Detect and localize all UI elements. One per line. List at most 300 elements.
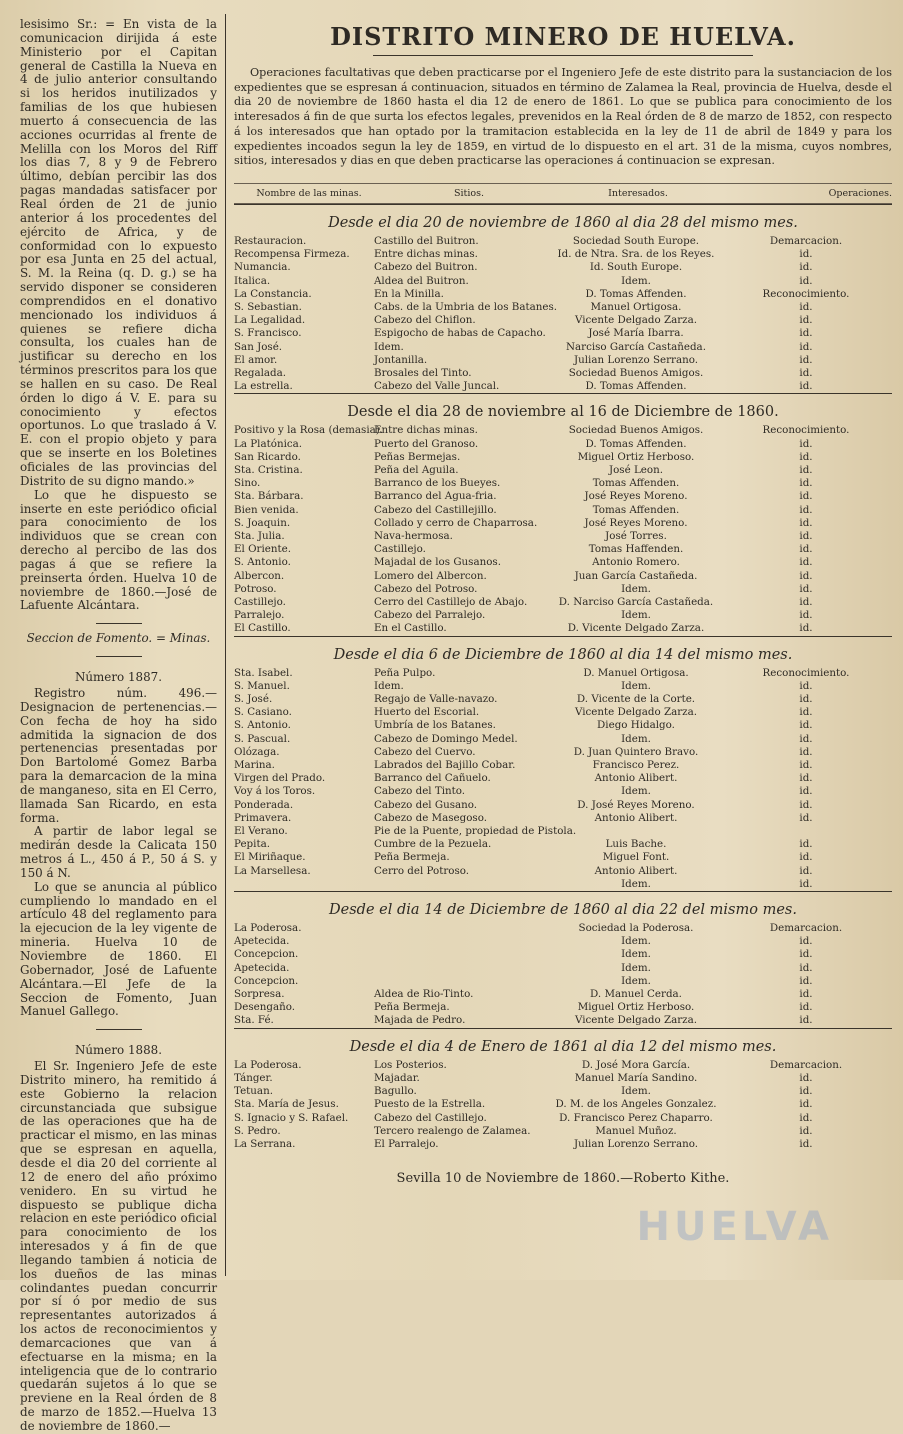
interested-cell: Idem. bbox=[621, 877, 651, 890]
operation-cell: id. bbox=[799, 556, 813, 569]
mine-name-cell: Albercon. bbox=[234, 569, 285, 582]
table-row bbox=[234, 1112, 892, 1125]
site-cell: Cabezo del Potroso. bbox=[374, 582, 478, 595]
operation-cell: Demarcacion. bbox=[769, 1058, 843, 1071]
short-divider bbox=[96, 623, 142, 624]
table-row bbox=[234, 785, 892, 798]
site-cell: Castillejo. bbox=[374, 543, 426, 556]
site-cell: Cabezo del Cuervo. bbox=[374, 745, 476, 758]
mine-name-cell: Numancia. bbox=[234, 261, 291, 274]
mine-name-cell: Sino. bbox=[234, 477, 261, 490]
mine-name-cell: Restauracion. bbox=[234, 234, 307, 247]
table-row bbox=[234, 948, 892, 961]
table-row bbox=[234, 490, 892, 503]
operation-cell: id. bbox=[799, 380, 813, 393]
site-cell: Cabs. de la Umbria de los Batanes. bbox=[374, 300, 558, 313]
mine-name-cell: S. Sebastian. bbox=[234, 300, 302, 313]
period-heading: Desde el dia 14 de Diciembre de 1860 al dia 22 del mismo mes. bbox=[329, 902, 797, 919]
left-paragraph: A partir de labor legal se medirán desde la Calicata 150 metros á L., 450 á P., 50 á S. y 150 á N. bbox=[20, 824, 217, 880]
site-cell: En el Castillo. bbox=[374, 622, 447, 635]
period-heading: Desde el dia 28 de noviembre al 16 de Diciembre de 1860. bbox=[347, 404, 779, 421]
site-cell: Labrados del Bajillo Cobar. bbox=[374, 759, 516, 772]
header-interested: Interesados. bbox=[608, 187, 668, 199]
site-cell: Pie de la Puente, propiedad de Pistola. bbox=[374, 825, 577, 838]
mine-name-cell: Concepcion. bbox=[234, 974, 299, 987]
operations-sections bbox=[234, 204, 892, 1151]
operation-cell: id. bbox=[799, 679, 813, 692]
left-paragraph: Lo que he dispuesto se inserte en este periódico oficial para conocimiento de los individuos que se crean con derecho al percibo de las dos pagas á que se refiere la preinserta órden. Huelva 10 de noviembre de 1860.—José de Lafuente Alcántara. bbox=[20, 487, 217, 613]
mine-name-cell: El Castillo. bbox=[234, 622, 291, 635]
interested-cell: Manuel Muñoz. bbox=[595, 1124, 677, 1137]
mine-name-cell: La Serrana. bbox=[234, 1137, 296, 1150]
table-row bbox=[234, 988, 892, 1001]
table-row bbox=[234, 477, 892, 490]
interested-cell: D. Tomas Affenden. bbox=[585, 380, 687, 393]
table-row bbox=[234, 314, 892, 327]
site-cell: Cabezo del Gusano. bbox=[374, 798, 478, 811]
mine-name-cell: Italica. bbox=[234, 274, 271, 287]
interested-cell: Idem. bbox=[621, 935, 651, 948]
interested-cell: Vicente Delgado Zarza. bbox=[574, 706, 698, 719]
table-row bbox=[234, 962, 892, 975]
table-row bbox=[234, 746, 892, 759]
operations-table bbox=[234, 235, 892, 393]
mine-name-cell: Sta. Julia. bbox=[234, 529, 285, 542]
mine-name-cell: La Poderosa. bbox=[234, 922, 302, 935]
mine-name-cell: Recompensa Firmeza. bbox=[234, 248, 350, 261]
site-cell: Peñas Bermejas. bbox=[374, 450, 461, 463]
site-cell: Cabezo del Castillejo. bbox=[374, 1111, 487, 1124]
mine-name-cell: Ponderada. bbox=[234, 798, 294, 811]
table-row bbox=[234, 706, 892, 719]
operation-cell: id. bbox=[799, 745, 813, 758]
interested-cell: Juan García Castañeda. bbox=[574, 569, 698, 582]
site-cell: Cerro del Castillejo de Abajo. bbox=[374, 596, 528, 608]
table-row bbox=[234, 464, 892, 477]
table-row bbox=[234, 1085, 892, 1098]
notice-number: Número 1887. bbox=[74, 670, 163, 685]
operation-cell: id. bbox=[799, 948, 813, 961]
operation-cell: id. bbox=[799, 261, 813, 274]
mine-name-cell: Parralejo. bbox=[234, 609, 285, 622]
operation-cell: id. bbox=[799, 340, 813, 353]
site-cell: Entre dichas minas. bbox=[374, 248, 478, 261]
operation-cell: id. bbox=[799, 798, 813, 811]
mine-name-cell: S. Manuel. bbox=[234, 679, 290, 692]
interested-cell: José Torres. bbox=[605, 529, 667, 542]
operation-cell: Demarcacion. bbox=[769, 922, 843, 935]
table-row bbox=[234, 1001, 892, 1014]
mine-name-cell: El Miriñaque. bbox=[234, 851, 306, 864]
table-row bbox=[234, 517, 892, 530]
site-cell: Espigocho de habas de Capacho. bbox=[374, 327, 546, 340]
table-row bbox=[234, 596, 892, 609]
operation-cell: id. bbox=[799, 772, 813, 785]
mine-name-cell: El amor. bbox=[234, 353, 278, 366]
mine-name-cell: Voy á los Toros. bbox=[234, 785, 316, 798]
site-cell: Cabezo del Parralejo. bbox=[374, 609, 486, 622]
operation-cell: id. bbox=[799, 1071, 813, 1084]
site-cell: Idem. bbox=[374, 340, 404, 353]
operation-cell: id. bbox=[799, 1137, 813, 1150]
interested-cell: D. Narciso García Castañeda. bbox=[558, 596, 714, 608]
mine-name-cell: Concepcion. bbox=[234, 948, 299, 961]
operations-table bbox=[234, 922, 892, 1028]
site-cell bbox=[374, 878, 552, 891]
operation-cell: id. bbox=[799, 851, 813, 864]
interested-cell: Idem. bbox=[621, 732, 651, 745]
table-row bbox=[234, 772, 892, 785]
table-row bbox=[234, 825, 892, 838]
mine-name-cell: Sta. Isabel. bbox=[234, 666, 293, 679]
site-cell: Tercero realengo de Zalamea. bbox=[374, 1124, 531, 1137]
site-cell: Cumbre de la Pezuela. bbox=[374, 838, 492, 851]
site-cell bbox=[374, 922, 552, 935]
left-paragraph: Registro núm. 496.—Designacion de pertenencias.—Con fecha de hoy ha sido admitida la signacion de dos pertenencias presentadas por Don Bartolomé Gomez Barba para la demarcacion de la mina de manganeso, sita en El Cerro, llamada San Ricardo, en esta forma. bbox=[20, 685, 217, 825]
table-row bbox=[234, 622, 892, 635]
table-row bbox=[234, 327, 892, 340]
mine-name-cell: Sta. Bárbara. bbox=[234, 490, 304, 503]
interested-cell: Manuel Ortigosa. bbox=[590, 300, 682, 313]
operation-cell: id. bbox=[799, 732, 813, 745]
operation-cell: id. bbox=[799, 974, 813, 987]
operation-cell: id. bbox=[799, 353, 813, 366]
table-row bbox=[234, 261, 892, 274]
site-cell: Barranco del Agua-fria. bbox=[374, 490, 497, 503]
mine-name-cell: S. Pedro. bbox=[234, 1124, 281, 1137]
table-row bbox=[234, 543, 892, 556]
section-divider bbox=[234, 393, 892, 394]
interested-cell: D. José Reyes Moreno. bbox=[577, 798, 695, 811]
interested-cell: Sociedad Buenos Amigos. bbox=[568, 366, 704, 379]
interested-cell: Idem. bbox=[621, 274, 651, 287]
interested-cell: Julian Lorenzo Serrano. bbox=[573, 1137, 699, 1150]
mine-name-cell: Bien venida. bbox=[234, 503, 299, 516]
table-row bbox=[234, 935, 892, 948]
mine-name-cell: Olózaga. bbox=[234, 745, 280, 758]
table-row bbox=[234, 451, 892, 464]
interested-cell: José María Ibarra. bbox=[588, 327, 684, 340]
interested-cell: José Reyes Moreno. bbox=[584, 516, 688, 529]
site-cell: Nava-hermosa. bbox=[374, 529, 453, 542]
interested-cell: José Leon. bbox=[608, 463, 663, 476]
interested-cell: D. José Mora García. bbox=[581, 1058, 691, 1071]
site-cell bbox=[374, 948, 552, 961]
interested-cell: D. M. de los Angeles Gonzalez. bbox=[555, 1098, 717, 1111]
interested-cell: D. Manuel Cerda. bbox=[590, 988, 682, 1001]
site-cell: Cabezo de Domingo Medel. bbox=[374, 732, 518, 745]
operation-cell: id. bbox=[799, 314, 813, 327]
table-row bbox=[234, 530, 892, 543]
site-cell: Brosales del Tinto. bbox=[374, 366, 472, 379]
table-row bbox=[234, 609, 892, 622]
table-row bbox=[234, 1059, 892, 1072]
mine-name-cell: Tánger. bbox=[234, 1071, 273, 1084]
interested-cell: D. Tomas Affenden. bbox=[585, 437, 687, 450]
table-row bbox=[234, 799, 892, 812]
mine-name-cell: S. Joaquin. bbox=[234, 516, 291, 529]
section-divider bbox=[234, 1028, 892, 1029]
operations-table bbox=[234, 424, 892, 635]
mine-name-cell: Potroso. bbox=[234, 582, 277, 595]
operation-cell: id. bbox=[799, 1124, 813, 1137]
interested-cell: Tomas Affenden. bbox=[592, 477, 680, 490]
site-cell: Aldea del Buitron. bbox=[374, 274, 469, 287]
interested-cell: Idem. bbox=[621, 961, 651, 974]
site-cell: Cabezo del Valle Juncal. bbox=[374, 380, 500, 393]
mine-name-cell: Virgen del Prado. bbox=[234, 772, 326, 785]
table-row bbox=[234, 851, 892, 864]
operation-cell: id. bbox=[799, 811, 813, 824]
interested-cell: Id. de Ntra. Sra. de los Reyes. bbox=[557, 248, 715, 261]
table-row bbox=[234, 248, 892, 261]
interested-cell: Id. South Europe. bbox=[589, 261, 683, 274]
mine-name-cell: La estrella. bbox=[234, 380, 293, 393]
site-cell: Cabezo del Tinto. bbox=[374, 785, 466, 798]
table-row bbox=[234, 583, 892, 596]
interested-cell: Miguel Ortiz Herboso. bbox=[577, 450, 695, 463]
table-row bbox=[234, 1098, 892, 1111]
interested-cell: Sociedad South Europe. bbox=[572, 234, 700, 247]
table-row bbox=[234, 719, 892, 732]
left-paragraph: lesisimo Sr.: = En vista de la comunicacion dirijida á este Ministerio por el Capitan general de Castilla la Nueva en 4 de julio anterior consultando si los heridos inutilizados y familias de los que hubiesen muerto á consecuencia de las acciones ocurridas al frente de Melilla con los Moros del Riff los dias 7, 8 y 9 de Febrero último, debían percibir las dos pagas mandadas satisfacer por Real órden de 21 de junio anterior á los procedentes del ejército de Africa, y de conformidad con lo expuesto por esa Junta en 25 del actual, S. M. la Reina (q. D. g.) se ha servido disponer se consideren comprendidos en el donativo mencionado los individuos á quienes se refiere dicha consulta, los cuales han de justificar su derecho en los términos prescritos para los que se hallen en su caso. De Real órden lo digo á V. E. para su conocimiento y efectos oportunos. Lo que traslado á V. E. con el propio objeto y para que se inserte en los Boletines oficiales de las provincias del Distrito de su digno mando.» bbox=[20, 17, 217, 488]
interested-cell: Miguel Ortiz Herboso. bbox=[577, 1001, 695, 1014]
left-paragraph: El Sr. Ingeniero Jefe de este Distrito minero, ha remitido á este Gobierno la relacion circunstanciada que subsigue de las operaciones que ha de practicar el mismo, en las minas que se espresan en aquella, desde el dia 20 del corriente al 12 de enero del año próximo venidero. En su virtud he dispuesto se publique dicha relacion en este periódico oficial para conocimiento de los interesados y á fin de que llegando tambien á noticia de los dueños de las minas colindantes puedan concurrir por sí ó por medio de sus representantes autorizados á los actos de reconocimientos y demarcaciones que van á efectuarse en la misma; en la inteligencia que de lo contrario quedarán sujetos á lo que se previene en la Real órden de 8 de marzo de 1852.—Huelva 13 de noviembre de 1860.— bbox=[20, 1059, 217, 1433]
site-cell: Barranco del Cañuelo. bbox=[374, 772, 491, 785]
operation-cell: id. bbox=[799, 463, 813, 476]
table-row bbox=[234, 380, 892, 393]
mine-name-cell: La Platónica. bbox=[234, 437, 303, 450]
operation-cell: id. bbox=[799, 935, 813, 948]
left-paragraph: Lo que se anuncia al público cumpliendo lo mandado en el artículo 48 del reglamento para la ejecucion de la ley vigente de mineria. Huelva 10 de Noviembre de 1860. El Gobernador, José de Lafuente Alcántara.—El Jefe de la Seccion de Fomento, Juan Manuel Gallego. bbox=[20, 879, 217, 1019]
notice-number: Número 1888. bbox=[74, 1043, 163, 1058]
interested-cell: D. Vicente Delgado Zarza. bbox=[567, 622, 705, 635]
operations-table bbox=[234, 667, 892, 891]
site-cell: El Parralejo. bbox=[374, 1137, 439, 1150]
mine-name-cell: Desengaño. bbox=[234, 1001, 296, 1014]
table-row bbox=[234, 570, 892, 583]
table-row bbox=[234, 1072, 892, 1085]
intro-paragraph: Operaciones facultativas que deben practicarse por el Ingeniero Jefe de este distrito para la sustanciacion de los expedientes que se espresan á continuacion, situados en término de Zalamea la Real, provincia de Huelva, desde el dia 20 de noviembre de 1860 hasta el dia 12 de enero de 1861. Lo que se publica para conocimiento de los interesados á fin de que surta los efectos legales, prevenidos en la Real órden de 8 de marzo de 1852, con respecto á los interesados que han optado por la tramitacion establecida en la ley de 11 de abril de 1849 y para los expedientes incoados segun la ley de 1859, en virtud de lo dispuesto en el art. 31 de la misma, cuyos nombres, sitios, interesados y dias en que deben practicarse las operaciones á continuacion se expresan. bbox=[234, 66, 892, 168]
mine-name-cell: Apetecida. bbox=[234, 961, 290, 974]
mine-name-cell: S. José. bbox=[234, 693, 273, 706]
interested-cell: D. Vicente de la Corte. bbox=[576, 693, 696, 706]
site-cell: Peña del Aguila. bbox=[374, 463, 459, 476]
mine-name-cell: El Oriente. bbox=[234, 543, 291, 556]
operation-cell: id. bbox=[799, 1085, 813, 1098]
mine-name-cell: La Legalidad. bbox=[234, 314, 306, 327]
site-cell bbox=[374, 962, 552, 975]
operation-cell bbox=[720, 825, 892, 838]
interested-cell: Sociedad la Poderosa. bbox=[578, 922, 694, 935]
operation-cell: id. bbox=[799, 529, 813, 542]
table-row bbox=[234, 865, 892, 878]
interested-cell: Vicente Delgado Zarza. bbox=[574, 314, 698, 327]
interested-cell: Vicente Delgado Zarza. bbox=[574, 1014, 698, 1027]
interested-cell: D. Tomas Affenden. bbox=[585, 287, 687, 300]
table-row bbox=[234, 424, 892, 437]
operation-cell: id. bbox=[799, 706, 813, 719]
interested-cell: Narciso García Castañeda. bbox=[566, 340, 706, 353]
interested-cell: José Reyes Moreno. bbox=[584, 490, 688, 503]
mine-name-cell bbox=[234, 878, 374, 891]
mine-name-cell: San Ricardo. bbox=[234, 450, 301, 463]
title-underline bbox=[373, 55, 753, 56]
table-row bbox=[234, 367, 892, 380]
table-row bbox=[234, 556, 892, 569]
signature: Sevilla 10 de Noviembre de 1860.—Roberto Kithe. bbox=[396, 1171, 730, 1187]
interested-cell: Idem. bbox=[621, 1085, 651, 1098]
table-row bbox=[234, 878, 892, 891]
operation-cell: id. bbox=[799, 516, 813, 529]
operation-cell: id. bbox=[799, 503, 813, 516]
table-row bbox=[234, 1014, 892, 1027]
interested-cell: Idem. bbox=[621, 948, 651, 961]
site-cell: Cabezo del Buitron. bbox=[374, 261, 478, 274]
operation-cell: id. bbox=[799, 864, 813, 877]
operation-cell: id. bbox=[799, 1014, 813, 1027]
mine-name-cell: Sta. Cristina. bbox=[234, 463, 303, 476]
mine-name-cell: La Marsellesa. bbox=[234, 864, 311, 877]
operation-cell: id. bbox=[799, 1001, 813, 1014]
mine-name-cell: Sta. Fé. bbox=[234, 1014, 274, 1027]
operation-cell: id. bbox=[799, 477, 813, 490]
interested-cell: Manuel María Sandino. bbox=[574, 1071, 698, 1084]
operation-cell: Reconocimiento. bbox=[762, 287, 850, 300]
table-row bbox=[234, 354, 892, 367]
table-row bbox=[234, 275, 892, 288]
mine-name-cell: Tetuan. bbox=[234, 1085, 273, 1098]
period-heading: Desde el dia 6 de Diciembre de 1860 al dia 14 del mismo mes. bbox=[333, 646, 793, 663]
operation-cell: id. bbox=[799, 437, 813, 450]
table-row bbox=[234, 667, 892, 680]
mine-name-cell: Pepita. bbox=[234, 838, 270, 851]
site-cell: Barranco de los Bueyes. bbox=[374, 477, 501, 490]
operation-cell: id. bbox=[799, 622, 813, 635]
period-heading: Desde el dia 20 de noviembre de 1860 al dia 28 del mismo mes. bbox=[328, 214, 798, 231]
operation-cell: Demarcacion. bbox=[769, 234, 843, 247]
interested-cell: Idem. bbox=[621, 785, 651, 798]
mine-name-cell: Primavera. bbox=[234, 811, 292, 824]
operation-cell: id. bbox=[799, 300, 813, 313]
operation-cell: id. bbox=[799, 961, 813, 974]
site-cell: Majadal de los Gusanos. bbox=[374, 556, 501, 569]
table-row bbox=[234, 680, 892, 693]
section-title: Seccion de Fomento. = Minas. bbox=[26, 631, 211, 646]
operation-cell: id. bbox=[799, 877, 813, 890]
interested-cell: Francisco Perez. bbox=[592, 759, 680, 772]
mine-name-cell: Regalada. bbox=[234, 366, 287, 379]
mine-name-cell: La Poderosa. bbox=[234, 1058, 302, 1071]
mine-name-cell: San José. bbox=[234, 340, 283, 353]
site-cell: Peña Bermeja. bbox=[374, 851, 450, 864]
site-cell: Cabezo de Masegoso. bbox=[374, 811, 487, 824]
interested-cell: D. Juan Quintero Bravo. bbox=[573, 745, 699, 758]
interested-cell: Idem. bbox=[621, 679, 651, 692]
mine-name-cell: La Constancia. bbox=[234, 287, 312, 300]
table-row bbox=[234, 838, 892, 851]
table-row bbox=[234, 759, 892, 772]
table-row bbox=[234, 504, 892, 517]
site-cell: Aldea de Rio-Tinto. bbox=[374, 988, 474, 1001]
site-cell: Huerto del Escorial. bbox=[374, 706, 480, 719]
site-cell bbox=[374, 935, 552, 948]
site-cell: Peña Bermeja. bbox=[374, 1001, 450, 1014]
site-cell bbox=[374, 975, 552, 988]
operation-cell: id. bbox=[799, 609, 813, 622]
column-divider bbox=[225, 14, 226, 1276]
mine-name-cell: S. Ignacio y S. Rafael. bbox=[234, 1111, 349, 1124]
interested-cell: Tomas Haffenden. bbox=[588, 543, 684, 556]
operation-cell: id. bbox=[799, 490, 813, 503]
operation-cell: id. bbox=[799, 569, 813, 582]
interested-cell: Idem. bbox=[621, 609, 651, 622]
table-row bbox=[234, 693, 892, 706]
mine-name-cell: Castillejo. bbox=[234, 596, 286, 608]
section-divider bbox=[234, 204, 892, 205]
mine-name-cell: Sta. María de Jesus. bbox=[234, 1098, 339, 1111]
mine-name-cell: Positivo y la Rosa (demasia). bbox=[234, 424, 384, 437]
mine-name-cell: S. Antonio. bbox=[234, 719, 291, 732]
operation-cell: id. bbox=[799, 582, 813, 595]
operation-cell: id. bbox=[799, 785, 813, 798]
interested-cell: Sociedad Buenos Amigos. bbox=[568, 424, 704, 437]
table-row bbox=[234, 438, 892, 451]
site-cell: Umbría de los Batanes. bbox=[374, 719, 496, 732]
site-cell: Los Posterios. bbox=[374, 1058, 447, 1071]
period-heading: Desde el dia 4 de Enero de 1861 al dia 12 del mismo mes. bbox=[349, 1038, 777, 1055]
site-cell: Majadar. bbox=[374, 1071, 420, 1084]
watermark-text: HUELVA bbox=[636, 1204, 833, 1250]
interested-cell: Tomas Affenden. bbox=[592, 503, 680, 516]
table-row bbox=[234, 1125, 892, 1138]
short-divider bbox=[96, 656, 142, 657]
site-cell: Entre dichas minas. bbox=[374, 424, 478, 437]
short-divider bbox=[96, 1029, 142, 1030]
site-cell: En la Minilla. bbox=[374, 287, 444, 300]
mine-name-cell: S. Francisco. bbox=[234, 327, 302, 340]
site-cell: Puerto del Granoso. bbox=[374, 437, 479, 450]
operation-cell: id. bbox=[799, 366, 813, 379]
mine-name-cell: S. Casiano. bbox=[234, 706, 292, 719]
column-headers bbox=[234, 183, 892, 204]
interested-cell bbox=[552, 825, 720, 838]
operation-cell: id. bbox=[799, 1111, 813, 1124]
site-cell: Jontanilla. bbox=[374, 353, 428, 366]
operation-cell: id. bbox=[799, 274, 813, 287]
site-cell: Castillo del Buitron. bbox=[374, 234, 479, 247]
site-cell: Idem. bbox=[374, 679, 404, 692]
header-operations: Operaciones. bbox=[828, 187, 892, 199]
site-cell: Cabezo del Castillejillo. bbox=[374, 503, 497, 516]
table-row bbox=[234, 1138, 892, 1151]
operation-cell: id. bbox=[799, 838, 813, 851]
table-row bbox=[234, 301, 892, 314]
mine-name-cell: S. Antonio. bbox=[234, 556, 291, 569]
left-column bbox=[20, 17, 217, 1433]
interested-cell: Miguel Font. bbox=[602, 851, 670, 864]
interested-cell: Diego Hidalgo. bbox=[597, 719, 675, 732]
site-cell: Collado y cerro de Chaparrosa. bbox=[374, 516, 538, 529]
operation-cell: Reconocimiento. bbox=[762, 666, 850, 679]
site-cell: Majada de Pedro. bbox=[374, 1014, 466, 1027]
table-row bbox=[234, 235, 892, 248]
table-row bbox=[234, 733, 892, 746]
site-cell: Regajo de Valle-navazo. bbox=[374, 693, 498, 706]
mine-name-cell: S. Pascual. bbox=[234, 732, 291, 745]
interested-cell: Julian Lorenzo Serrano. bbox=[573, 353, 699, 366]
site-cell: Peña Pulpo. bbox=[374, 666, 436, 679]
